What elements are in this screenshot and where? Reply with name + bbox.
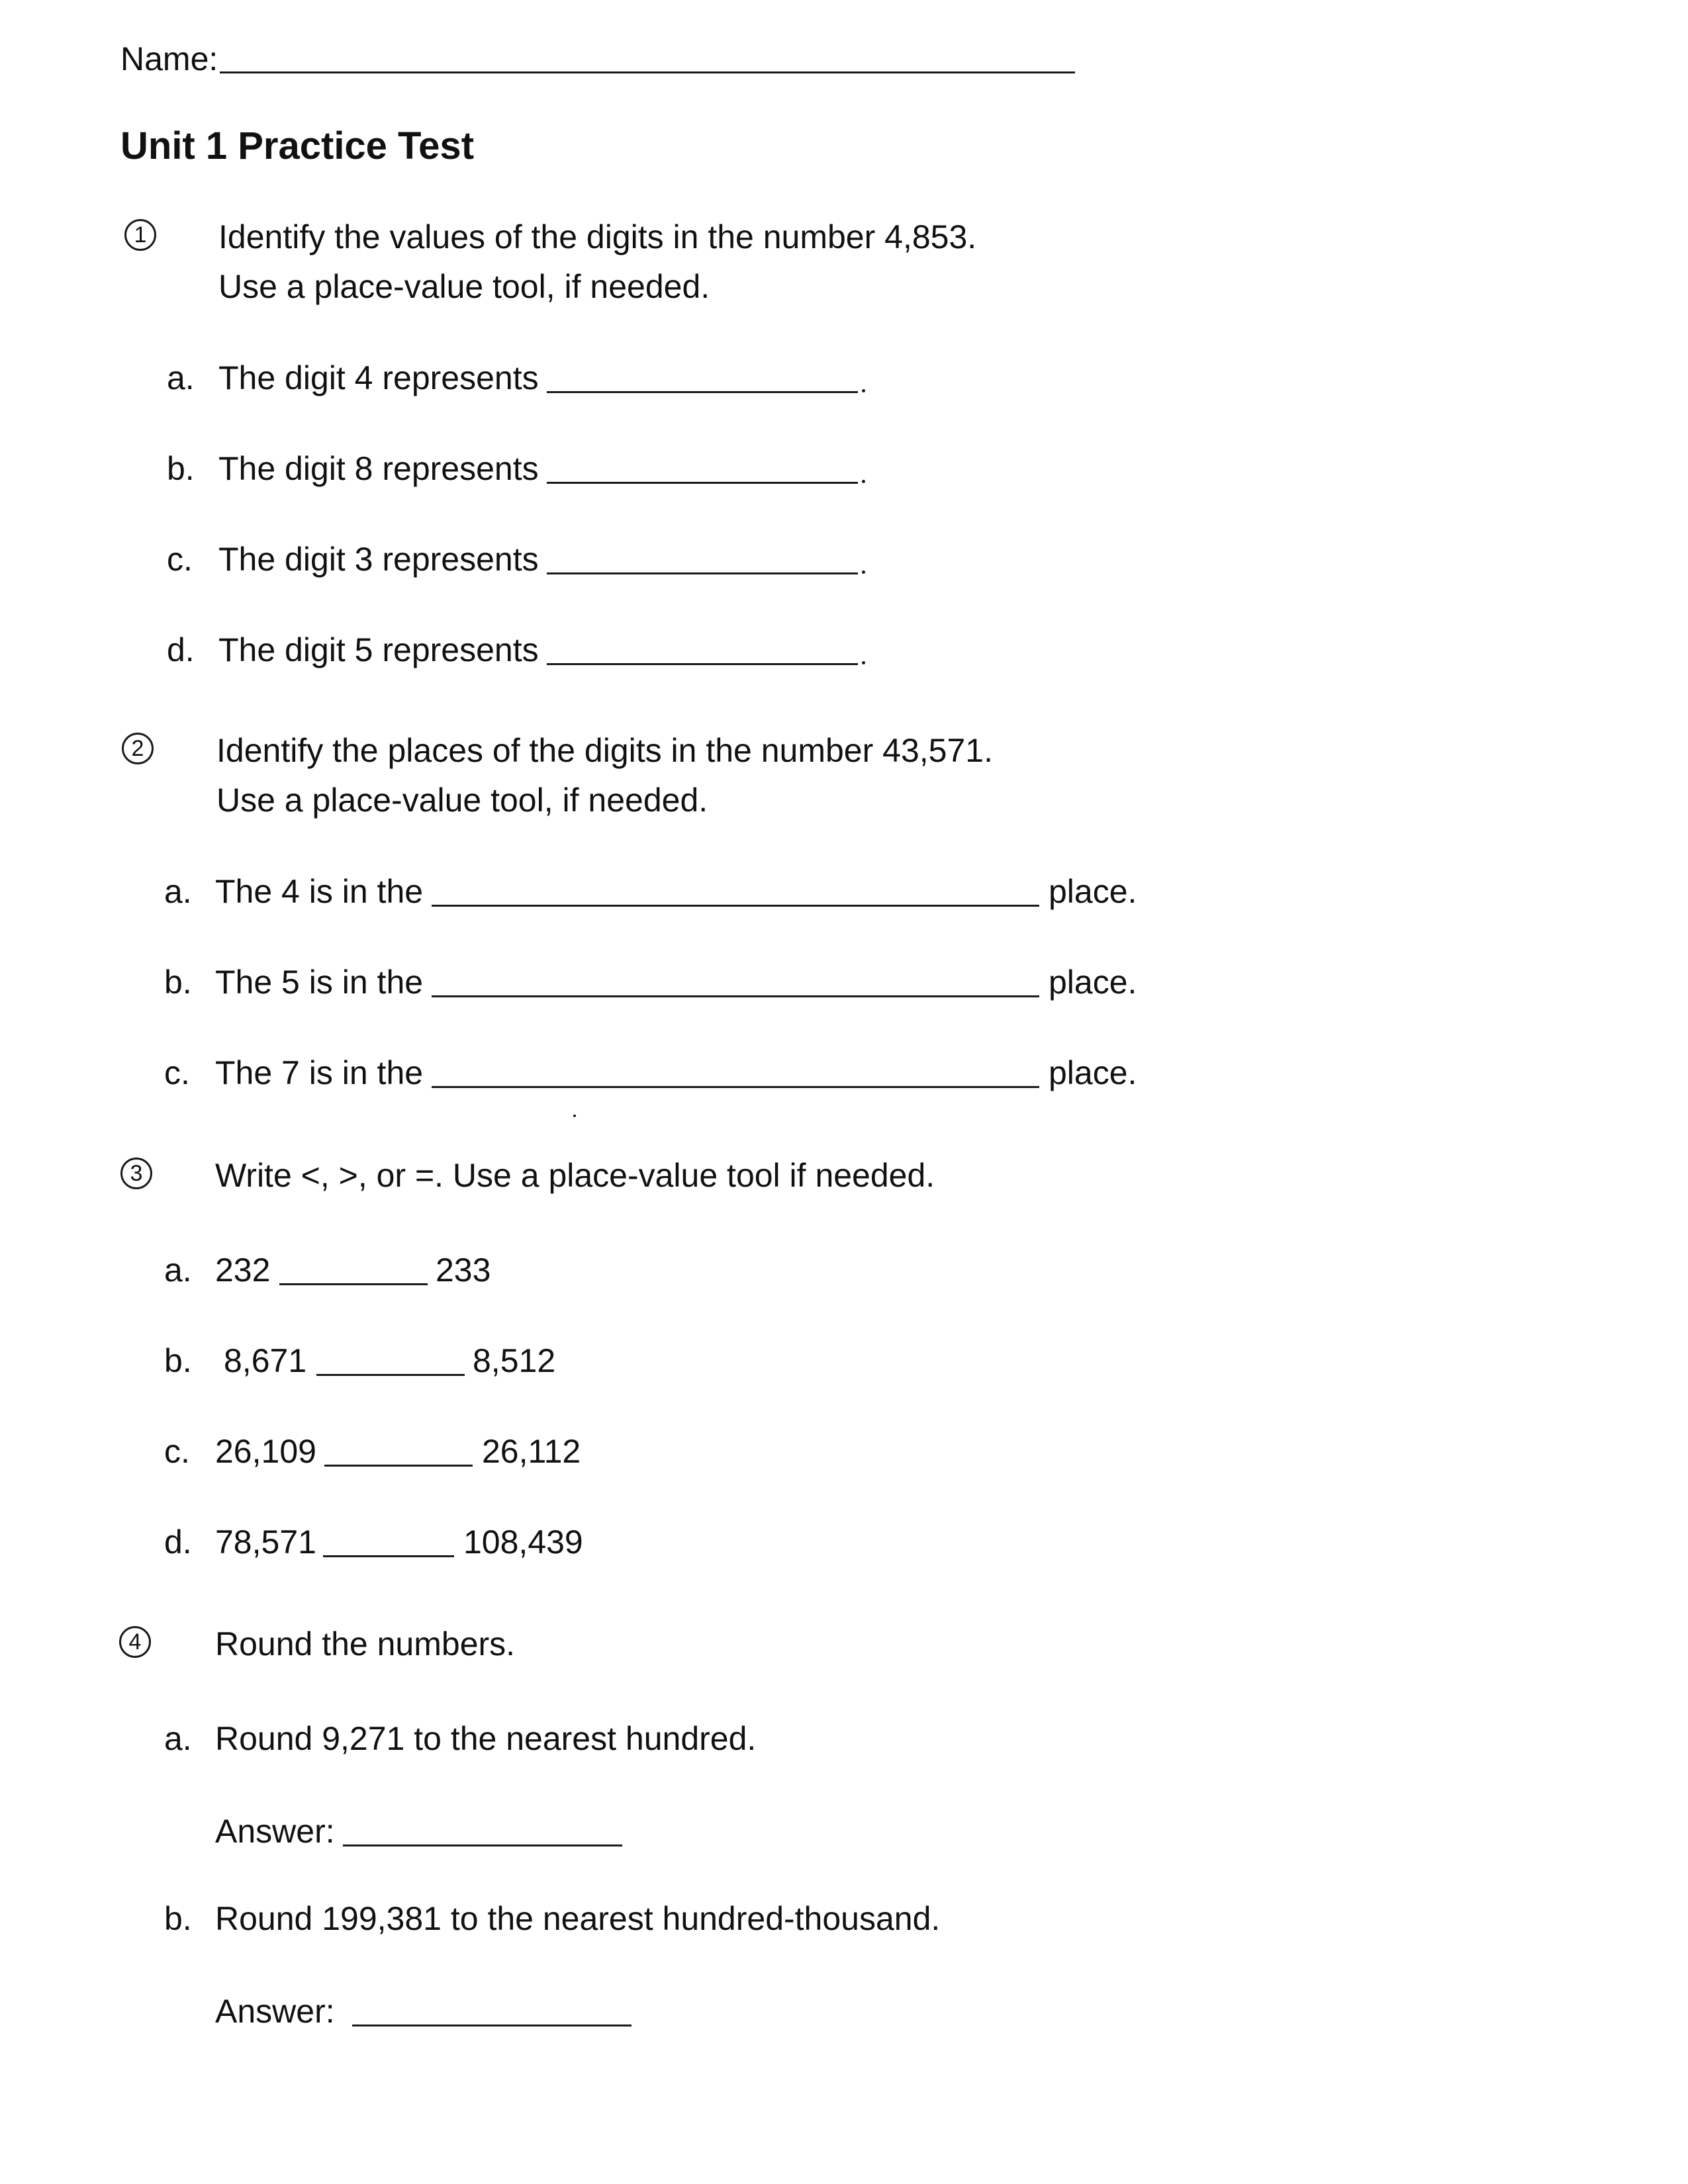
q3a-right-number: 233 bbox=[436, 1251, 491, 1289]
period-mark bbox=[862, 480, 865, 483]
q4a-answer-blank[interactable] bbox=[343, 1844, 622, 1846]
q3b-letter: b. bbox=[164, 1342, 192, 1379]
q3-instruction: Write <, >, or =. Use a place-value tool if needed. bbox=[215, 1157, 935, 1194]
q1c-prompt: The digit 3 represents bbox=[218, 541, 539, 578]
q3b-right-number: 8,512 bbox=[473, 1342, 556, 1379]
q3a-left-number: 232 bbox=[215, 1251, 271, 1289]
period-mark bbox=[862, 570, 865, 574]
q3b-left-number: 8,671 bbox=[224, 1342, 307, 1379]
q1c-letter: c. bbox=[167, 541, 193, 578]
q1-instruction-line1: Identify the values of the digits in the number 4,853. bbox=[218, 218, 977, 255]
question-number-4: 4 bbox=[119, 1626, 151, 1658]
q1d-answer-blank[interactable] bbox=[547, 663, 858, 665]
q3c-letter: c. bbox=[164, 1433, 190, 1470]
q1-instruction-line2: Use a place-value tool, if needed. bbox=[218, 268, 710, 305]
q1d-prompt: The digit 5 represents bbox=[218, 631, 539, 668]
q2-instruction-line1: Identify the places of the digits in the number 43,571. bbox=[216, 732, 993, 769]
stray-mark bbox=[573, 1115, 576, 1117]
q2a-suffix: place. bbox=[1049, 873, 1137, 910]
q3a-letter: a. bbox=[164, 1251, 192, 1289]
q4a-prompt: Round 9,271 to the nearest hundred. bbox=[215, 1720, 757, 1757]
q3d-compare-blank[interactable] bbox=[323, 1555, 454, 1557]
q2b-prompt: The 5 is in the bbox=[215, 964, 424, 1001]
q3c-compare-blank[interactable] bbox=[324, 1465, 473, 1467]
question-number-1: 1 bbox=[124, 219, 156, 251]
question-number-3: 3 bbox=[120, 1158, 152, 1189]
q3d-left-number: 78,571 bbox=[215, 1524, 316, 1561]
q1b-letter: b. bbox=[167, 450, 195, 487]
q4b-answer-label: Answer: bbox=[215, 1993, 335, 2030]
q2-instruction-line2: Use a place-value tool, if needed. bbox=[216, 782, 708, 819]
q2c-answer-blank[interactable] bbox=[432, 1086, 1039, 1088]
question-number-2: 2 bbox=[122, 733, 154, 764]
q4a-answer-label: Answer: bbox=[215, 1813, 335, 1850]
q3c-right-number: 26,112 bbox=[482, 1433, 581, 1470]
q3a-compare-blank[interactable] bbox=[279, 1283, 428, 1285]
q2b-suffix: place. bbox=[1049, 964, 1137, 1001]
q3c-left-number: 26,109 bbox=[215, 1433, 316, 1470]
period-mark bbox=[862, 389, 865, 392]
q1a-letter: a. bbox=[167, 359, 195, 396]
q1b-prompt: The digit 8 represents bbox=[218, 450, 539, 487]
q1a-answer-blank[interactable] bbox=[547, 391, 858, 393]
q2b-answer-blank[interactable] bbox=[432, 995, 1039, 997]
q1b-answer-blank[interactable] bbox=[547, 482, 858, 484]
q1c-answer-blank[interactable] bbox=[547, 572, 858, 574]
q4-instruction: Round the numbers. bbox=[215, 1625, 516, 1662]
q3b-compare-blank[interactable] bbox=[316, 1374, 465, 1376]
q3d-letter: d. bbox=[164, 1524, 192, 1561]
name-field[interactable] bbox=[220, 71, 1075, 73]
q4a-letter: a. bbox=[164, 1720, 192, 1757]
q2b-letter: b. bbox=[164, 964, 192, 1001]
period-mark bbox=[862, 661, 865, 664]
q3d-right-number: 108,439 bbox=[463, 1524, 583, 1561]
q2c-prompt: The 7 is in the bbox=[215, 1054, 424, 1091]
q2c-letter: c. bbox=[164, 1054, 190, 1091]
q2c-suffix: place. bbox=[1049, 1054, 1137, 1091]
page-title: Unit 1 Practice Test bbox=[120, 124, 475, 167]
q4b-letter: b. bbox=[164, 1900, 192, 1937]
q4b-prompt: Round 199,381 to the nearest hundred-thousand. bbox=[215, 1900, 941, 1937]
q1a-prompt: The digit 4 represents bbox=[218, 359, 539, 396]
q4b-answer-blank[interactable] bbox=[352, 2025, 632, 2026]
q2a-prompt: The 4 is in the bbox=[215, 873, 424, 910]
q1d-letter: d. bbox=[167, 631, 195, 668]
q2a-letter: a. bbox=[164, 873, 192, 910]
q2a-answer-blank[interactable] bbox=[432, 905, 1039, 907]
name-label: Name: bbox=[120, 40, 218, 77]
